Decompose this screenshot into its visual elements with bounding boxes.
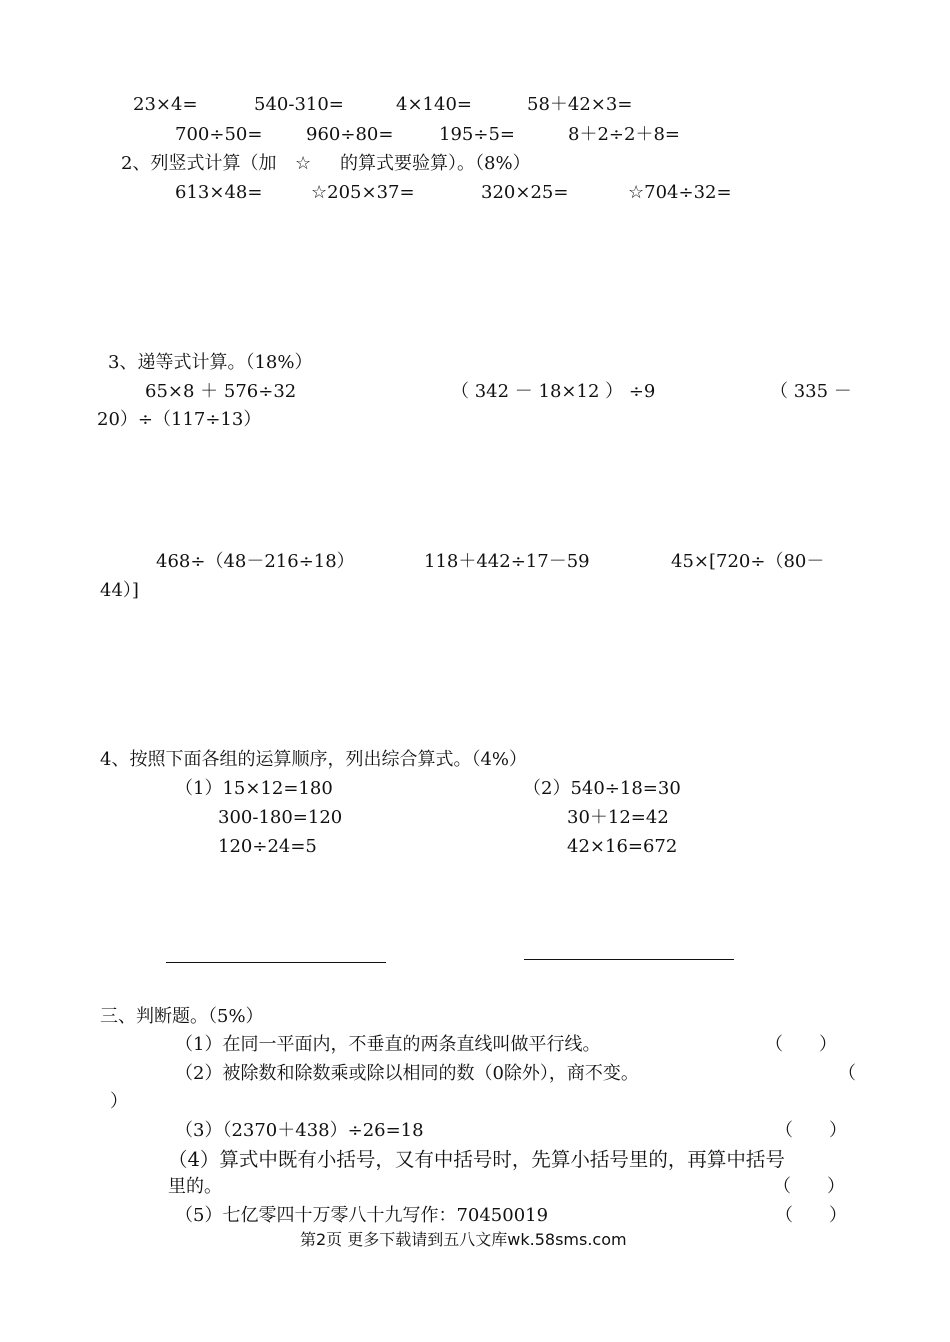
judge-item: （1）在同一平面内，不垂直的两条直线叫做平行线。: [175, 1034, 601, 1055]
answer-blank-open: （: [838, 1063, 856, 1084]
oral-item: 540-310=: [254, 94, 344, 115]
page-footer: 第2页 更多下载请到五八文库wk.58sms.com: [300, 1230, 627, 1249]
judge-item: （5）七亿零四十万零八十九写作：70450019: [175, 1205, 549, 1226]
order-step: 300-180=120: [218, 807, 343, 828]
section-heading: 三、判断题。（5%）: [100, 1006, 264, 1027]
answer-blank: （ ）: [775, 1205, 847, 1226]
order-step: 42×16=672: [567, 836, 678, 857]
oral-item: 8＋2÷2＋8=: [568, 124, 680, 145]
oral-item: 700÷50=: [175, 124, 263, 145]
step-calc-item: 118＋442÷17－59: [424, 551, 590, 572]
step-calc-item-wrap: 20）÷（117÷13）: [97, 409, 262, 430]
step-calc-item: 45×[720÷（80－: [671, 551, 825, 572]
oral-item: 960÷80=: [306, 124, 394, 145]
answer-blank: （ ）: [773, 1176, 845, 1197]
step-calc-item: （ 342 － 18×12 ） ÷9: [451, 381, 656, 402]
order-step: （2）540÷18=30: [523, 778, 681, 799]
judge-item: （3）（2370＋438）÷26=18: [175, 1120, 424, 1141]
oral-item: 4×140=: [396, 94, 472, 115]
vertical-calc-item: 613×48=: [175, 182, 263, 203]
order-step: （1）15×12=180: [175, 778, 333, 799]
step-calc-item: （ 335 －: [770, 381, 852, 402]
order-step: 120÷24=5: [218, 836, 317, 857]
answer-blank-close: ）: [110, 1091, 128, 1112]
step-calc-item-wrap: 44）]: [100, 580, 139, 601]
question-heading: 4、按照下面各组的运算顺序，列出综合算式。（4%）: [100, 749, 528, 770]
judge-item: （4）算式中既有小括号，又有中括号时，先算小括号里的，再算中括号: [168, 1148, 785, 1171]
question-heading-rest: 的算式要验算）。（8%）: [340, 153, 531, 174]
judge-item: （2）被除数和除数乘或除以相同的数（0除外），商不变。: [175, 1063, 639, 1084]
answer-line: [524, 959, 734, 960]
oral-item: 23×4=: [133, 94, 198, 115]
vertical-calc-item: ☆704÷32=: [628, 182, 732, 203]
answer-blank: （ ）: [775, 1120, 847, 1141]
oral-item: 195÷5=: [439, 124, 515, 145]
answer-line: [166, 962, 386, 963]
star-icon: ☆: [295, 153, 312, 174]
question-heading: 2、列竖式计算（加: [121, 153, 277, 174]
vertical-calc-item: 320×25=: [481, 182, 569, 203]
judge-item-wrap: 里的。: [168, 1176, 222, 1197]
vertical-calc-item: ☆205×37=: [311, 182, 415, 203]
oral-item: 58＋42×3=: [527, 94, 633, 115]
question-heading: 3、递等式计算。（18%）: [108, 352, 313, 373]
step-calc-item: 468÷（48－216÷18）: [156, 551, 355, 572]
step-calc-item: 65×8 ＋ 576÷32: [145, 381, 297, 402]
order-step: 30＋12=42: [567, 807, 669, 828]
answer-blank: （ ）: [765, 1034, 837, 1055]
